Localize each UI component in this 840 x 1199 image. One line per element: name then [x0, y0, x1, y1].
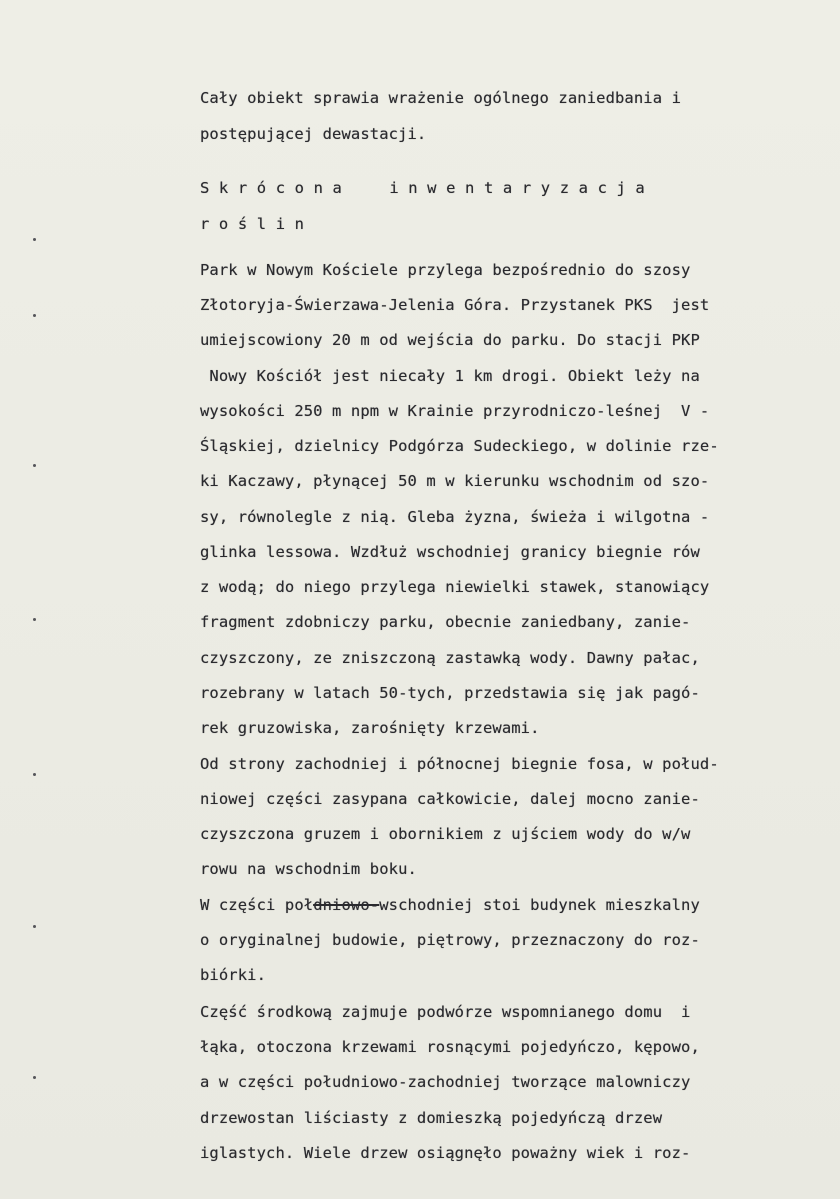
paragraph-line: niowej części zasypana całkowicie, dalej mocno zanie- [200, 790, 700, 808]
margin-mark [33, 1076, 36, 1079]
margin-mark [33, 314, 36, 317]
paragraph-line: umiejscowiony 20 m od wejścia do parku. Do stacji PKP [200, 331, 700, 349]
margin-mark [33, 925, 36, 928]
struck-out-text: dniowo- [313, 896, 380, 914]
paragraph-line: ki Kaczawy, płynącej 50 m w kierunku wschodnim od szo- [200, 472, 710, 490]
paragraph-line: wysokości 250 m npm w Krainie przyrodniczo-leśnej V - [200, 402, 710, 420]
paragraph-line: drzewostan liściasty z domieszką pojedyńczą drzew [200, 1109, 663, 1127]
margin-mark [33, 238, 36, 241]
paragraph-line: glinka lessowa. Wzdłuż wschodniej granicy biegnie rów [200, 543, 700, 561]
paragraph-line: rek gruzowiska, zarośnięty krzewami. [200, 719, 540, 737]
paragraph-line: Od strony zachodniej i północnej biegnie fosa, w połud- [200, 755, 719, 773]
paragraph-line: a w części południowo-zachodniej tworzące malowniczy [200, 1073, 691, 1091]
paragraph-line: Złotoryja-Świerzawa-Jelenia Góra. Przystanek PKS jest [200, 296, 710, 314]
paragraph-line: czyszczony, ze zniszczoną zastawką wody. Dawny pałac, [200, 649, 700, 667]
paragraph-line: łąka, otoczona krzewami rosnącymi pojedyńczo, kępowo, [200, 1038, 700, 1056]
text-before-correction: W części poł [200, 896, 314, 914]
section-heading: roślin [200, 215, 314, 233]
paragraph-line: czyszczona gruzem i obornikiem z ujściem wody do w/w [200, 825, 691, 843]
section-heading: Skrócona inwentaryzacja [200, 179, 655, 197]
paragraph-line: Park w Nowym Kościele przylega bezpośrednio do szosy [200, 261, 691, 279]
paragraph-line: Nowy Kościół jest niecały 1 km drogi. Obiekt leży na [200, 367, 700, 385]
paragraph-line: o oryginalnej budowie, piętrowy, przeznaczony do roz- [200, 931, 700, 949]
margin-mark [33, 618, 36, 621]
paragraph-line: iglastych. Wiele drzew osiągnęło poważny wiek i roz- [200, 1144, 691, 1162]
paragraph-line: rowu na wschodnim boku. [200, 860, 417, 878]
margin-mark [33, 464, 36, 467]
paragraph-line: Część środkową zajmuje podwórze wspomnianego domu i [200, 1003, 691, 1021]
intro-line: postępującej dewastacji. [200, 125, 427, 143]
text-after-correction: wschodniej stoi budynek mieszkalny [379, 896, 700, 914]
paragraph-line: fragment zdobniczy parku, obecnie zaniedbany, zanie- [200, 613, 691, 631]
margin-mark [33, 773, 36, 776]
intro-line: Cały obiekt sprawia wrażenie ogólnego zaniedbania i [200, 89, 682, 107]
paragraph-line: z wodą; do niego przylega niewielki stawek, stanowiący [200, 578, 710, 596]
paragraph-line: Śląskiej, dzielnicy Podgórza Sudeckiego, w dolinie rze- [200, 437, 719, 455]
paragraph-line: rozebrany w latach 50-tych, przedstawia się jak pagó- [200, 684, 700, 702]
paragraph-line: biórki. [200, 966, 267, 984]
paragraph-line: sy, równolegle z nią. Gleba żyzna, świeża i wilgotna - [200, 508, 710, 526]
paragraph-line-corrected [200, 895, 700, 915]
